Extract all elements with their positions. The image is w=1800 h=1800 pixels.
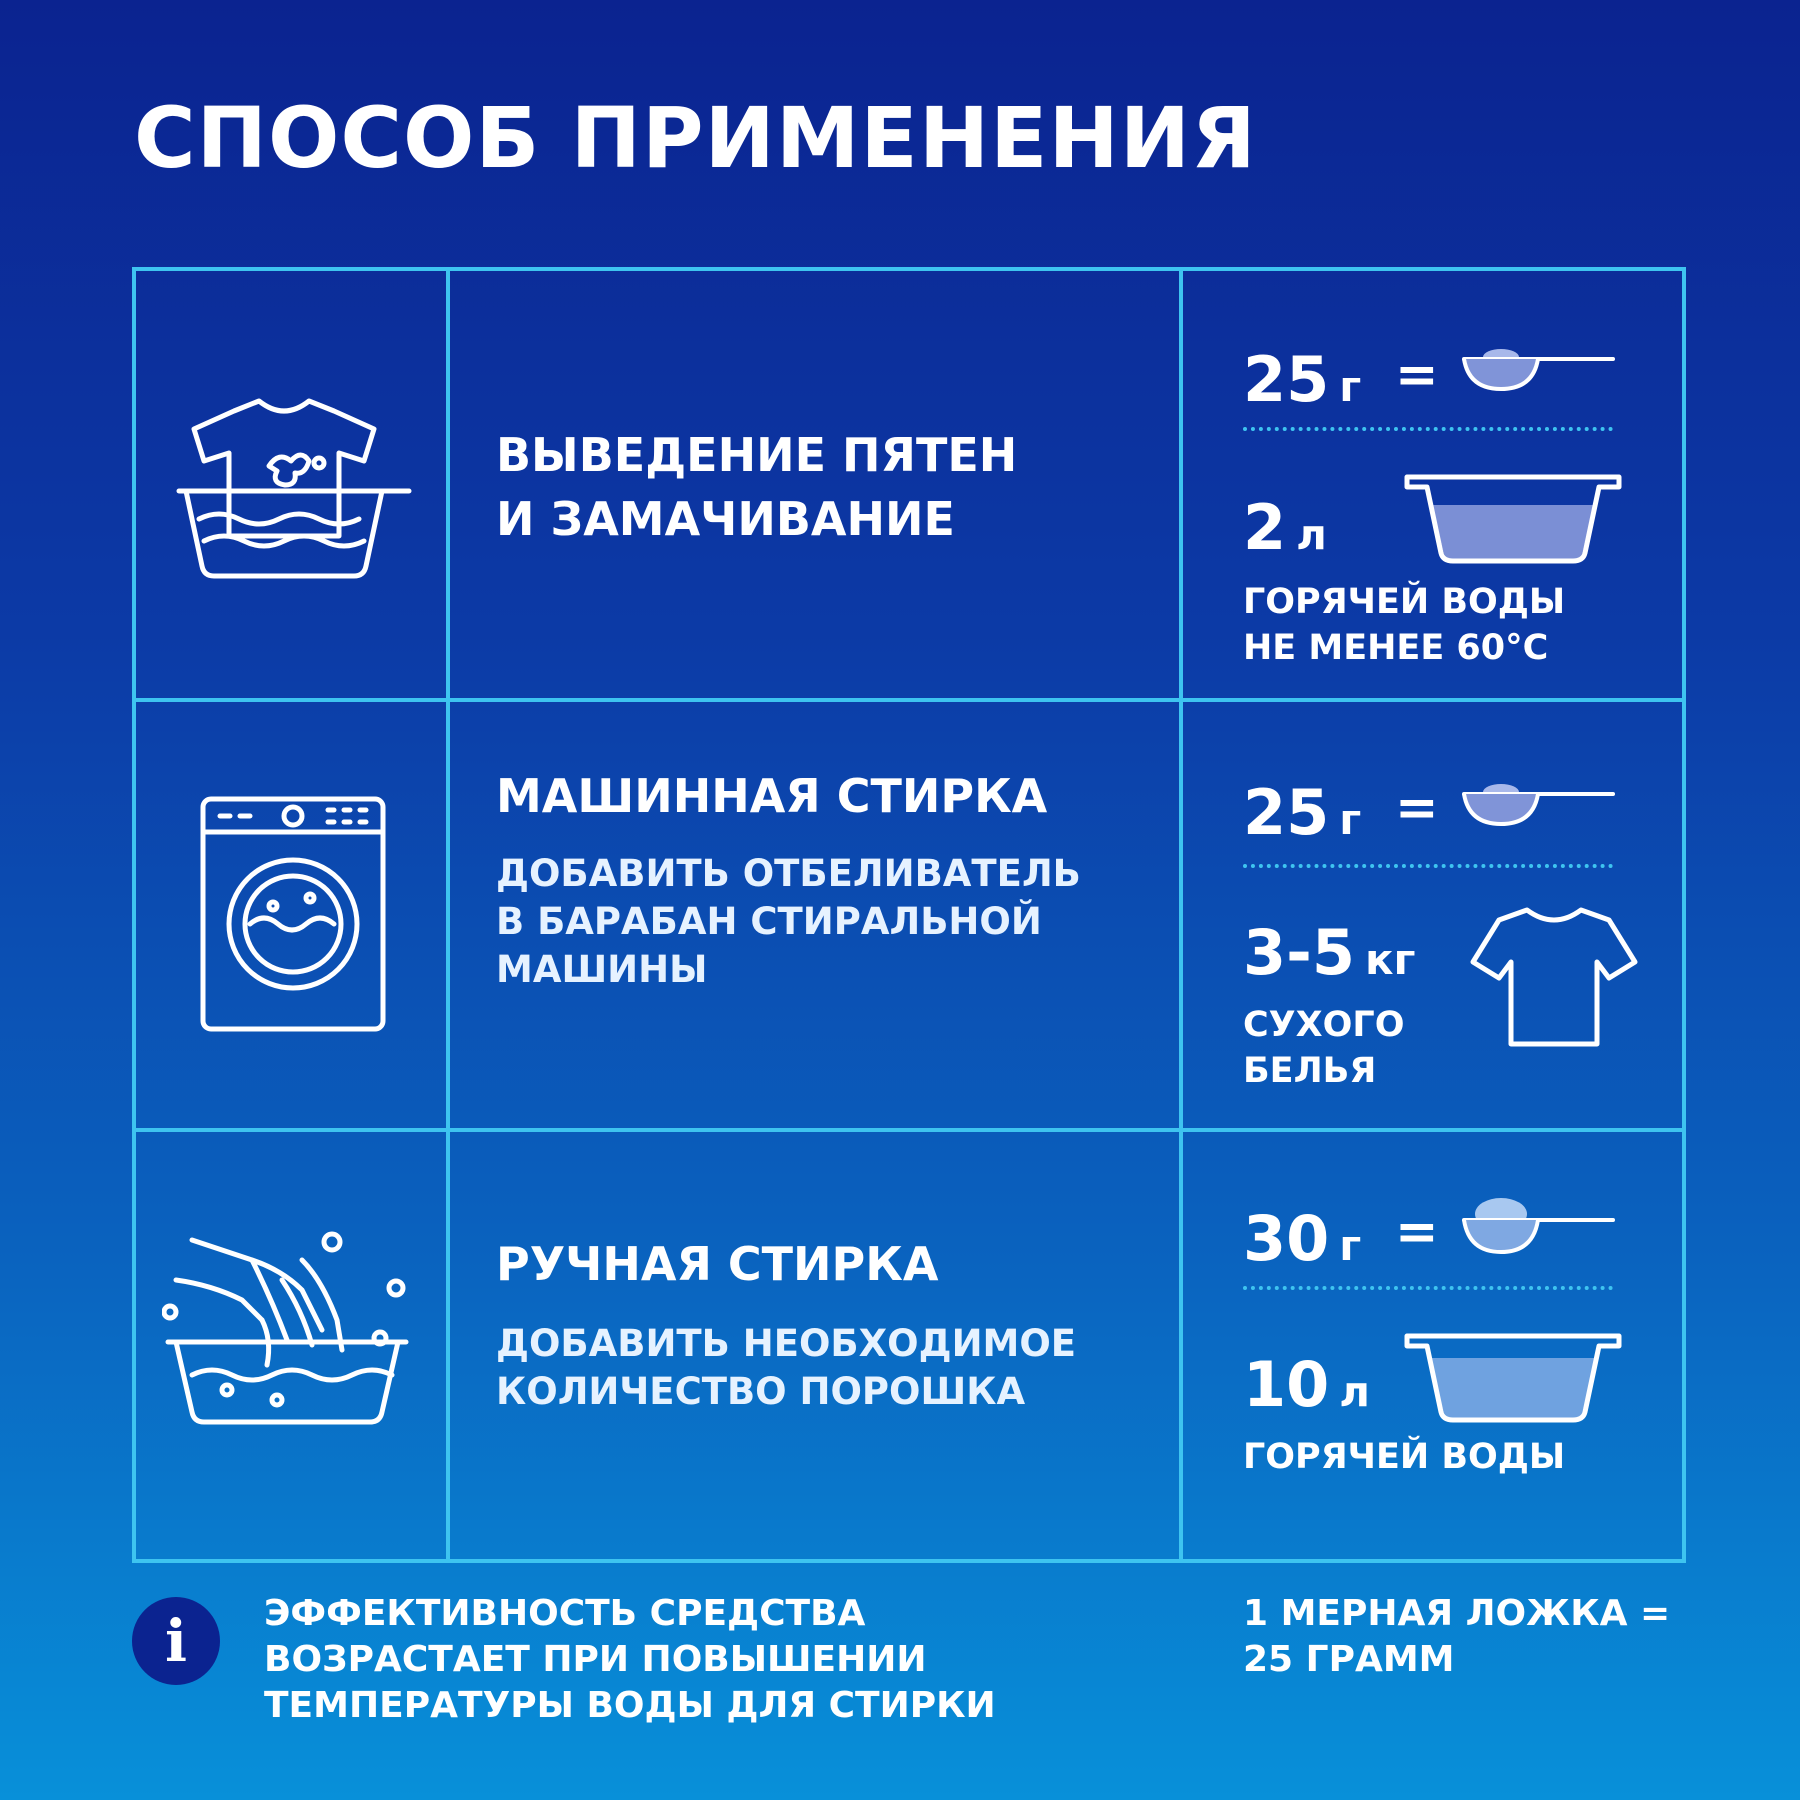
row-heading (496, 764, 1047, 828)
row-machine-wash-text-cell (450, 702, 1179, 1128)
desc-line: КОЛИЧЕСТВО ПОРОШКА (496, 1370, 1026, 1413)
row-heading-line: И ЗАМАЧИВАНИЕ (496, 492, 955, 546)
row-hand-wash-text-cell (450, 1132, 1179, 1563)
equals-sign: = (1395, 345, 1439, 405)
note-line: БЕЛЬЯ (1243, 1051, 1377, 1091)
equals-sign: = (1395, 1202, 1439, 1262)
dotted-separator (1243, 864, 1613, 868)
shirt-in-basin-icon (174, 391, 414, 591)
row-description (496, 1320, 1076, 1416)
row-stain-removal-dosage-cell (1183, 271, 1683, 698)
spoon-line: 1 МЕРНАЯ ЛОЖКА = (1243, 1593, 1671, 1634)
quantity-note (1243, 1002, 1404, 1094)
row-heading (496, 1232, 938, 1296)
basin-icon (1403, 467, 1623, 567)
row-hand-wash-dosage-cell (1183, 1132, 1683, 1563)
desc-line: МАШИНЫ (496, 948, 708, 991)
measuring-spoon-icon (1461, 1194, 1621, 1264)
row-heading (496, 423, 1017, 551)
row-description (496, 850, 1081, 994)
dotted-separator (1243, 427, 1613, 431)
quantity-amount: 2 л (1243, 491, 1327, 564)
note-line: ГОРЯЧЕЙ ВОДЫ (1243, 582, 1566, 622)
powder-amount: 30 г (1243, 1202, 1362, 1275)
powder-amount: 25 г (1243, 776, 1362, 849)
note-line: ГОРЯЧЕЙ ВОДЫ (1243, 1437, 1566, 1477)
tip-line: ТЕМПЕРАТУРЫ ВОДЫ ДЛЯ СТИРКИ (264, 1685, 996, 1726)
row-stain-removal-icon-cell (136, 271, 446, 698)
quantity-amount: 3-5 кг (1243, 916, 1416, 989)
note-line: СУХОГО (1243, 1005, 1405, 1045)
desc-line: В БАРАБАН СТИРАЛЬНОЙ (496, 900, 1042, 943)
row-machine-wash-icon-cell (136, 702, 446, 1128)
usage-table (132, 267, 1686, 1563)
measuring-spoon-icon (1461, 343, 1621, 403)
row-heading-line: ВЫВЕДЕНИЕ ПЯТЕН (496, 428, 1018, 482)
measuring-spoon-icon (1461, 778, 1621, 838)
page-title: СПОСОБ ПРИМЕНЕНИЯ (134, 89, 1257, 187)
powder-amount: 25 г (1243, 343, 1362, 416)
row-stain-removal-text-cell (450, 271, 1179, 698)
spoon-line: 25 ГРАММ (1243, 1639, 1455, 1680)
row-heading-line: РУЧНАЯ СТИРКА (496, 1237, 939, 1291)
efficiency-tip (264, 1591, 996, 1729)
spoon-measure-note (1243, 1591, 1670, 1683)
hand-wash-icon (162, 1230, 412, 1430)
quantity-amount: 10 л (1243, 1348, 1371, 1421)
washing-machine-icon (198, 794, 388, 1034)
info-icon (132, 1597, 220, 1685)
quantity-note (1243, 579, 1565, 671)
row-hand-wash-icon-cell (136, 1132, 446, 1563)
quantity-note (1243, 1434, 1565, 1480)
tshirt-icon (1469, 902, 1639, 1052)
row-machine-wash-dosage-cell (1183, 702, 1683, 1128)
tip-line: ВОЗРАСТАЕТ ПРИ ПОВЫШЕНИИ (264, 1639, 927, 1680)
desc-line: ДОБАВИТЬ ОТБЕЛИВАТЕЛЬ (496, 852, 1081, 895)
dotted-separator (1243, 1286, 1613, 1290)
basin-icon (1403, 1326, 1623, 1426)
info-glyph: i (164, 1607, 188, 1675)
row-heading-line: МАШИННАЯ СТИРКА (496, 769, 1048, 823)
note-line: НЕ МЕНЕЕ 60°C (1243, 628, 1549, 668)
tip-line: ЭФФЕКТИВНОСТЬ СРЕДСТВА (264, 1593, 866, 1634)
desc-line: ДОБАВИТЬ НЕОБХОДИМОЕ (496, 1322, 1077, 1365)
equals-sign: = (1395, 778, 1439, 838)
